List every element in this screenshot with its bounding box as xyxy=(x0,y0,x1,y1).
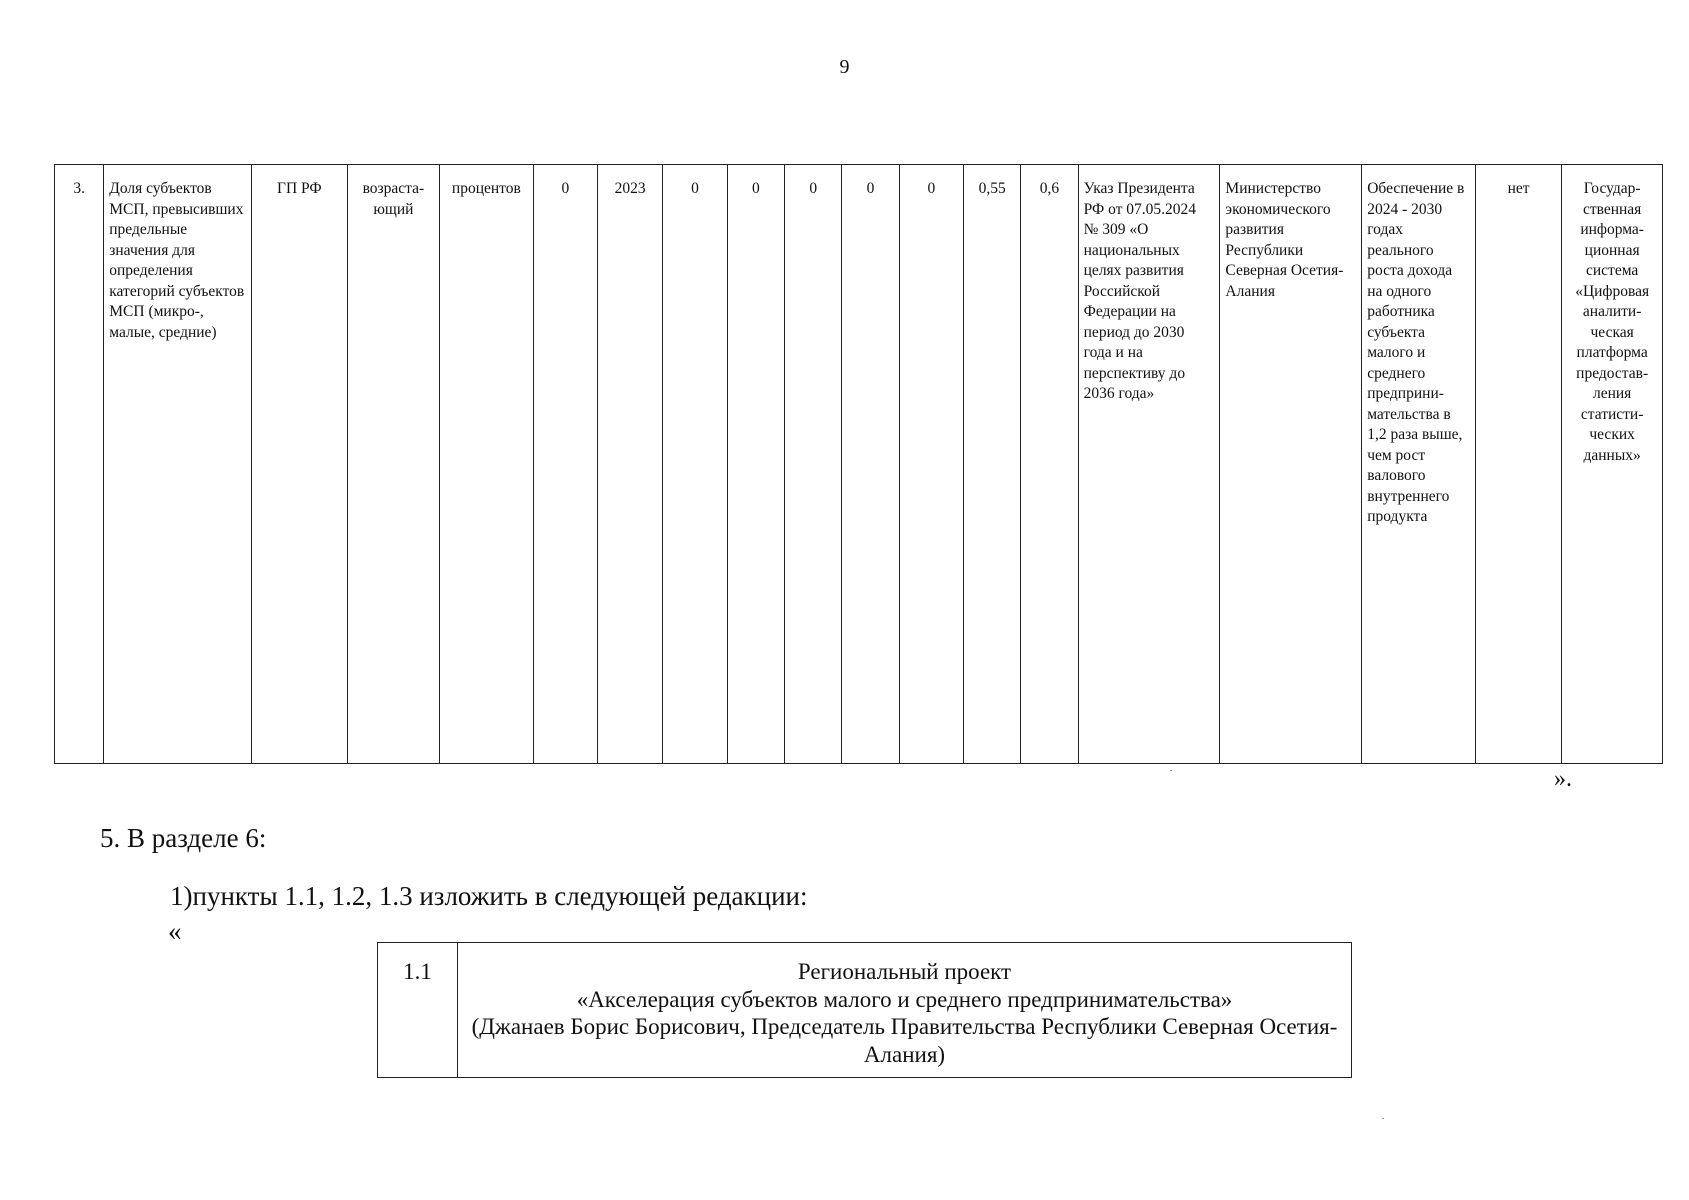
indicator-level-cell: ГП РФ xyxy=(252,165,348,764)
base-year-cell: 2023 xyxy=(598,165,663,764)
indicator-table xyxy=(54,164,1663,764)
page-number: 9 xyxy=(839,56,850,78)
value-cell: 0 xyxy=(842,165,899,764)
scan-speck xyxy=(1170,770,1172,771)
indicator-name-cell: Доля субъектов МСП, превысивших предельные значения для определения категорий субъектов МСП (микро-, малые, средние) xyxy=(104,165,252,764)
value-cell: 0 xyxy=(727,165,784,764)
instruction-text: 1)пункты 1.1, 1.2, 1.3 изложить в следующей редакции: xyxy=(170,881,808,911)
value-cell: 0 xyxy=(663,165,727,764)
responsible-cell: Министерство экономического развития Республики Северная Осетия-Алания xyxy=(1220,165,1362,764)
project-description-cell xyxy=(458,943,1352,1078)
project-name: «Акселерация субъектов малого и среднего предпринимательства» xyxy=(576,986,1233,1012)
info-system-cell: Государ-ственная информа-ционная система «Цифровая аналити-ческая платформа предостав-ления статисти-ческих данных» xyxy=(1562,165,1663,764)
project-title: Региональный проект xyxy=(797,959,1012,984)
goal-link-cell: Обеспечение в 2024 - 2030 годах реального роста дохода на одного работника субъекта малого и среднего предприни-мательства в 1,2 раза выше, чем рост валового внутреннего продукта xyxy=(1362,165,1476,764)
closing-quote: ». xyxy=(1554,766,1572,792)
opening-quote: « xyxy=(168,916,182,946)
value-cell: 0,55 xyxy=(964,165,1021,764)
section-heading: 5. В разделе 6: xyxy=(100,823,267,853)
flag-cell: нет xyxy=(1475,165,1561,764)
project-table xyxy=(377,942,1352,1078)
project-row xyxy=(378,943,1352,1078)
trend-cell: возраста-ющий xyxy=(347,165,440,764)
scan-speck xyxy=(1382,1118,1384,1119)
project-head: (Джанаев Борис Борисович, Председатель Правительства Республики Северная Осетия-Алания) xyxy=(471,1014,1338,1067)
project-number-cell: 1.1 xyxy=(378,943,458,1078)
value-cell: 0,6 xyxy=(1021,165,1078,764)
value-cell: 0 xyxy=(899,165,963,764)
document-cell: Указ Президента РФ от 07.05.2024 № 309 «О национальных целях развития Российской Федерации на период до 2030 года и на перспективу до 2036 года» xyxy=(1078,165,1220,764)
value-cell: 0 xyxy=(785,165,842,764)
row-number-cell: 3. xyxy=(55,165,104,764)
indicator-row xyxy=(55,165,1663,764)
base-value-cell: 0 xyxy=(533,165,597,764)
unit-cell: процентов xyxy=(440,165,534,764)
